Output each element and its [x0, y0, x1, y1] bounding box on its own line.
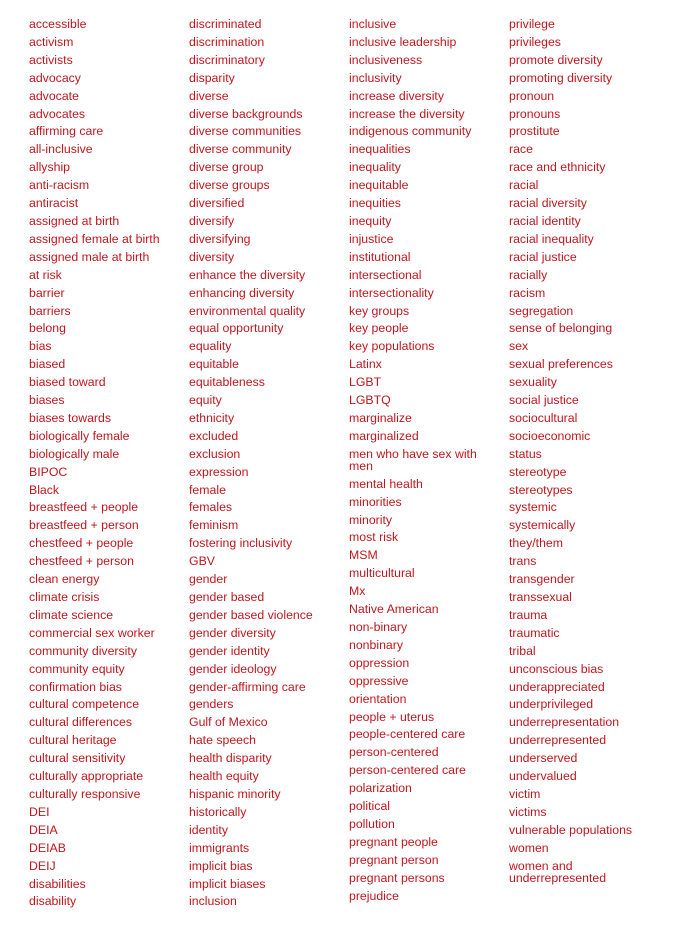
word-item: climate science [29, 607, 114, 622]
word-item: systemically [509, 518, 576, 533]
word-item: equality [189, 339, 232, 354]
word-item: exclusion [189, 446, 241, 461]
word-item: marginalize [349, 410, 412, 425]
word-item: diversity [189, 249, 235, 264]
word-item: person-centered care [349, 763, 466, 778]
word-item: culturally appropriate [29, 769, 144, 784]
word-item: community equity [29, 661, 125, 676]
word-item: genders [189, 697, 234, 712]
word-item: gender ideology [189, 661, 277, 676]
word-item: assigned female at birth [29, 231, 160, 246]
word-item: disparity [189, 70, 235, 85]
word-item: culturally responsive [29, 786, 141, 801]
word-item: LGBT [349, 375, 382, 390]
word-item: diverse [189, 88, 229, 103]
word-item: orientation [349, 691, 407, 706]
word-item: activism [29, 34, 74, 49]
word-item: biologically male [29, 446, 120, 461]
word-item: people-centered care [349, 727, 466, 742]
word-item: discrimination [189, 34, 265, 49]
word-item: polarization [349, 781, 412, 796]
word-item: oppressive [349, 673, 409, 688]
word-item: Latinx [349, 357, 382, 372]
word-item: key populations [349, 339, 435, 354]
word-item: person-centered [349, 745, 439, 760]
word-item: belong [29, 321, 66, 336]
word-item: DEIJ [29, 858, 56, 873]
word-item: equity [189, 393, 222, 408]
word-item: DEI [29, 804, 50, 819]
word-item: women [509, 840, 549, 855]
word-item: females [189, 500, 233, 515]
word-item: cultural competence [29, 697, 140, 712]
word-item: underserved [509, 751, 578, 766]
word-item: racially [509, 267, 548, 282]
word-item: men who have sex with men [349, 446, 477, 473]
word-item: disability [29, 894, 77, 909]
word-item: undervalued [509, 769, 577, 784]
word-item: activists [29, 52, 73, 67]
word-item: increase the diversity [349, 106, 465, 121]
word-item: climate crisis [29, 590, 100, 604]
word-item: LGBTQ [349, 393, 391, 408]
word-item: advocate [29, 88, 79, 103]
word-item: community diversity [29, 643, 137, 658]
word-item: diversify [189, 213, 235, 228]
word-item: accessible [29, 17, 87, 31]
word-item: institutional [349, 249, 411, 264]
word-item: barriers [29, 303, 71, 318]
word-item: Black [29, 482, 60, 497]
word-item: socioeconomic [509, 428, 591, 443]
word-item: cultural sensitivity [29, 751, 126, 766]
word-column-2 [189, 16, 313, 911]
word-item: environmental quality [189, 303, 306, 318]
word-item: bias [29, 339, 52, 354]
word-item: injustice [349, 231, 394, 246]
word-item: non-binary [349, 620, 408, 634]
word-item: affirming care [29, 124, 104, 139]
word-item: expression [189, 464, 249, 479]
word-item: gender identity [189, 643, 270, 658]
word-item: BIPOC [29, 464, 68, 479]
word-item: at risk [29, 267, 62, 282]
word-item: equitableness [189, 375, 265, 390]
word-item: racial [509, 178, 539, 193]
word-item: hate speech [189, 733, 257, 748]
word-item: segregation [509, 303, 574, 318]
word-item: underprivileged [509, 697, 594, 712]
word-item: biases [29, 393, 65, 408]
word-item: promote diversity [509, 52, 603, 67]
word-item: marginalized [349, 428, 419, 443]
word-item: sexual preferences [509, 357, 613, 372]
word-item: biased toward [29, 375, 106, 390]
word-item: biases towards [29, 410, 112, 425]
word-item: fostering inclusivity [189, 536, 293, 551]
word-item: race and ethnicity [509, 160, 606, 175]
word-item: discriminated [189, 17, 262, 31]
word-item: allyship [29, 160, 71, 175]
word-item: all-inclusive [29, 142, 93, 157]
word-item: health equity [189, 769, 259, 784]
word-item: implicit biases [189, 876, 266, 891]
word-item: racial identity [509, 213, 581, 228]
word-item: chestfeed + people [29, 536, 134, 551]
word-item: discriminatory [189, 52, 265, 67]
word-item: inclusivity [349, 70, 402, 85]
word-item: advocates [29, 106, 86, 121]
word-item: racial diversity [509, 196, 587, 211]
word-item: prostitute [509, 124, 560, 139]
word-item: pregnant person [349, 852, 439, 867]
word-item: oppression [349, 655, 410, 670]
word-item: racial justice [509, 249, 577, 264]
word-item: ethnicity [189, 410, 235, 425]
word-item: health disparity [189, 751, 272, 766]
word-item: intersectionality [349, 285, 434, 300]
word-item: tribal [509, 643, 536, 658]
word-item: diverse groups [189, 178, 270, 193]
word-item: equal opportunity [189, 321, 284, 336]
word-item: pronoun [509, 88, 555, 103]
word-item: gender [189, 572, 228, 587]
word-item: racial inequality [509, 231, 594, 246]
word-item: historically [189, 804, 247, 819]
word-item: traumatic [509, 625, 560, 640]
word-item: status [509, 446, 542, 461]
word-item: pregnant people [349, 834, 438, 849]
word-item: transsexual [509, 590, 572, 604]
word-item: assigned male at birth [29, 249, 150, 264]
word-item: women and underrepresented [509, 858, 607, 885]
word-item: inequitable [349, 178, 409, 193]
word-item: diverse community [189, 142, 292, 157]
word-item: pronouns [509, 106, 561, 121]
word-item: breastfeed + person [29, 518, 139, 533]
word-item: multicultural [349, 566, 415, 581]
word-item: equitable [189, 357, 239, 372]
word-item: immigrants [189, 840, 250, 855]
word-item: privilege [509, 17, 555, 31]
word-item: stereotypes [509, 482, 573, 497]
word-item: inequalities [349, 142, 411, 157]
word-item: chestfeed + person [29, 554, 134, 569]
word-item: gender-affirming care [189, 679, 306, 694]
word-item: unconscious bias [509, 661, 604, 676]
word-item: indigenous community [349, 124, 472, 139]
word-item: underappreciated [509, 679, 605, 694]
word-item: underrepresented [509, 733, 607, 748]
word-item: clean energy [29, 572, 100, 587]
word-item: they/them [509, 536, 563, 551]
word-item: commercial sex worker [29, 625, 155, 640]
word-item: stereotype [509, 464, 567, 479]
word-item: antiracist [29, 196, 79, 211]
word-item: excluded [189, 428, 239, 443]
word-item: pregnant persons [349, 870, 445, 885]
word-item: identity [189, 822, 228, 837]
word-item: privileges [509, 34, 561, 49]
word-item: cultural differences [29, 715, 132, 730]
word-item: inclusive [349, 17, 397, 31]
word-item: minority [349, 512, 393, 527]
word-item: cultural heritage [29, 733, 117, 748]
word-item: Native American [349, 602, 439, 617]
word-item: most risk [349, 530, 399, 545]
word-item: anti-racism [29, 178, 90, 193]
word-item: inequities [349, 196, 401, 211]
word-item: biased [29, 357, 66, 372]
word-item: inequality [349, 160, 401, 175]
word-item: breastfeed + people [29, 500, 139, 515]
word-item: assigned at birth [29, 213, 120, 228]
word-item: diverse communities [189, 124, 302, 139]
word-item: diversifying [189, 231, 251, 246]
word-item: vulnerable populations [509, 822, 633, 837]
word-item: hispanic minority [189, 786, 281, 801]
word-item: gender based violence [189, 607, 313, 622]
word-item: confirmation bias [29, 679, 122, 694]
word-item: systemic [509, 500, 557, 515]
word-item: mental health [349, 476, 423, 491]
word-item: advocacy [29, 70, 81, 85]
word-column-1 [29, 16, 160, 911]
word-item: underrepresentation [509, 715, 620, 730]
word-item: diverse backgrounds [189, 106, 303, 121]
word-item: implicit bias [189, 858, 253, 873]
word-column-4 [509, 16, 633, 888]
word-item: transgender [509, 572, 575, 587]
word-item: GBV [189, 554, 215, 569]
word-item: inequity [349, 213, 392, 228]
word-item: inclusion [189, 894, 237, 909]
word-item: victim [509, 786, 541, 801]
word-item: Mx [349, 584, 366, 599]
word-item: prejudice [349, 888, 399, 903]
word-item: key people [349, 321, 409, 336]
word-item: trans [509, 554, 537, 569]
word-item: political [349, 799, 391, 814]
word-item: sense of belonging [509, 321, 613, 336]
word-item: diverse group [189, 160, 264, 175]
word-item: biologically female [29, 428, 130, 443]
word-item: gender based [189, 590, 265, 604]
word-item: Gulf of Mexico [189, 715, 268, 730]
word-item: minorities [349, 494, 402, 509]
word-item: diversified [189, 196, 245, 211]
word-item: MSM [349, 548, 378, 563]
word-item: DEIAB [29, 840, 66, 855]
word-item: increase diversity [349, 88, 444, 103]
word-item: sex [509, 339, 529, 354]
word-item: sexuality [509, 375, 557, 390]
word-item: barrier [29, 285, 65, 300]
word-item: feminism [189, 518, 239, 533]
word-item: enhance the diversity [189, 267, 306, 282]
word-item: racism [509, 285, 546, 300]
word-item: key groups [349, 303, 410, 318]
word-item: female [189, 482, 226, 497]
word-item: inclusive leadership [349, 34, 457, 49]
word-item: victims [509, 804, 547, 819]
word-item: promoting diversity [509, 70, 613, 85]
word-item: trauma [509, 607, 548, 622]
word-item: nonbinary [349, 637, 404, 652]
word-item: people + uterus [349, 709, 435, 724]
word-item: DEIA [29, 822, 58, 837]
word-item: enhancing diversity [189, 285, 295, 300]
word-item: gender diversity [189, 625, 276, 640]
word-item: social justice [509, 393, 579, 408]
word-item: race [509, 142, 533, 157]
word-item: disabilities [29, 876, 86, 891]
word-item: inclusiveness [349, 52, 423, 67]
word-item: intersectional [349, 267, 422, 282]
word-item: sociocultural [509, 410, 578, 425]
word-column-3 [349, 16, 489, 906]
word-item: pollution [349, 816, 395, 831]
